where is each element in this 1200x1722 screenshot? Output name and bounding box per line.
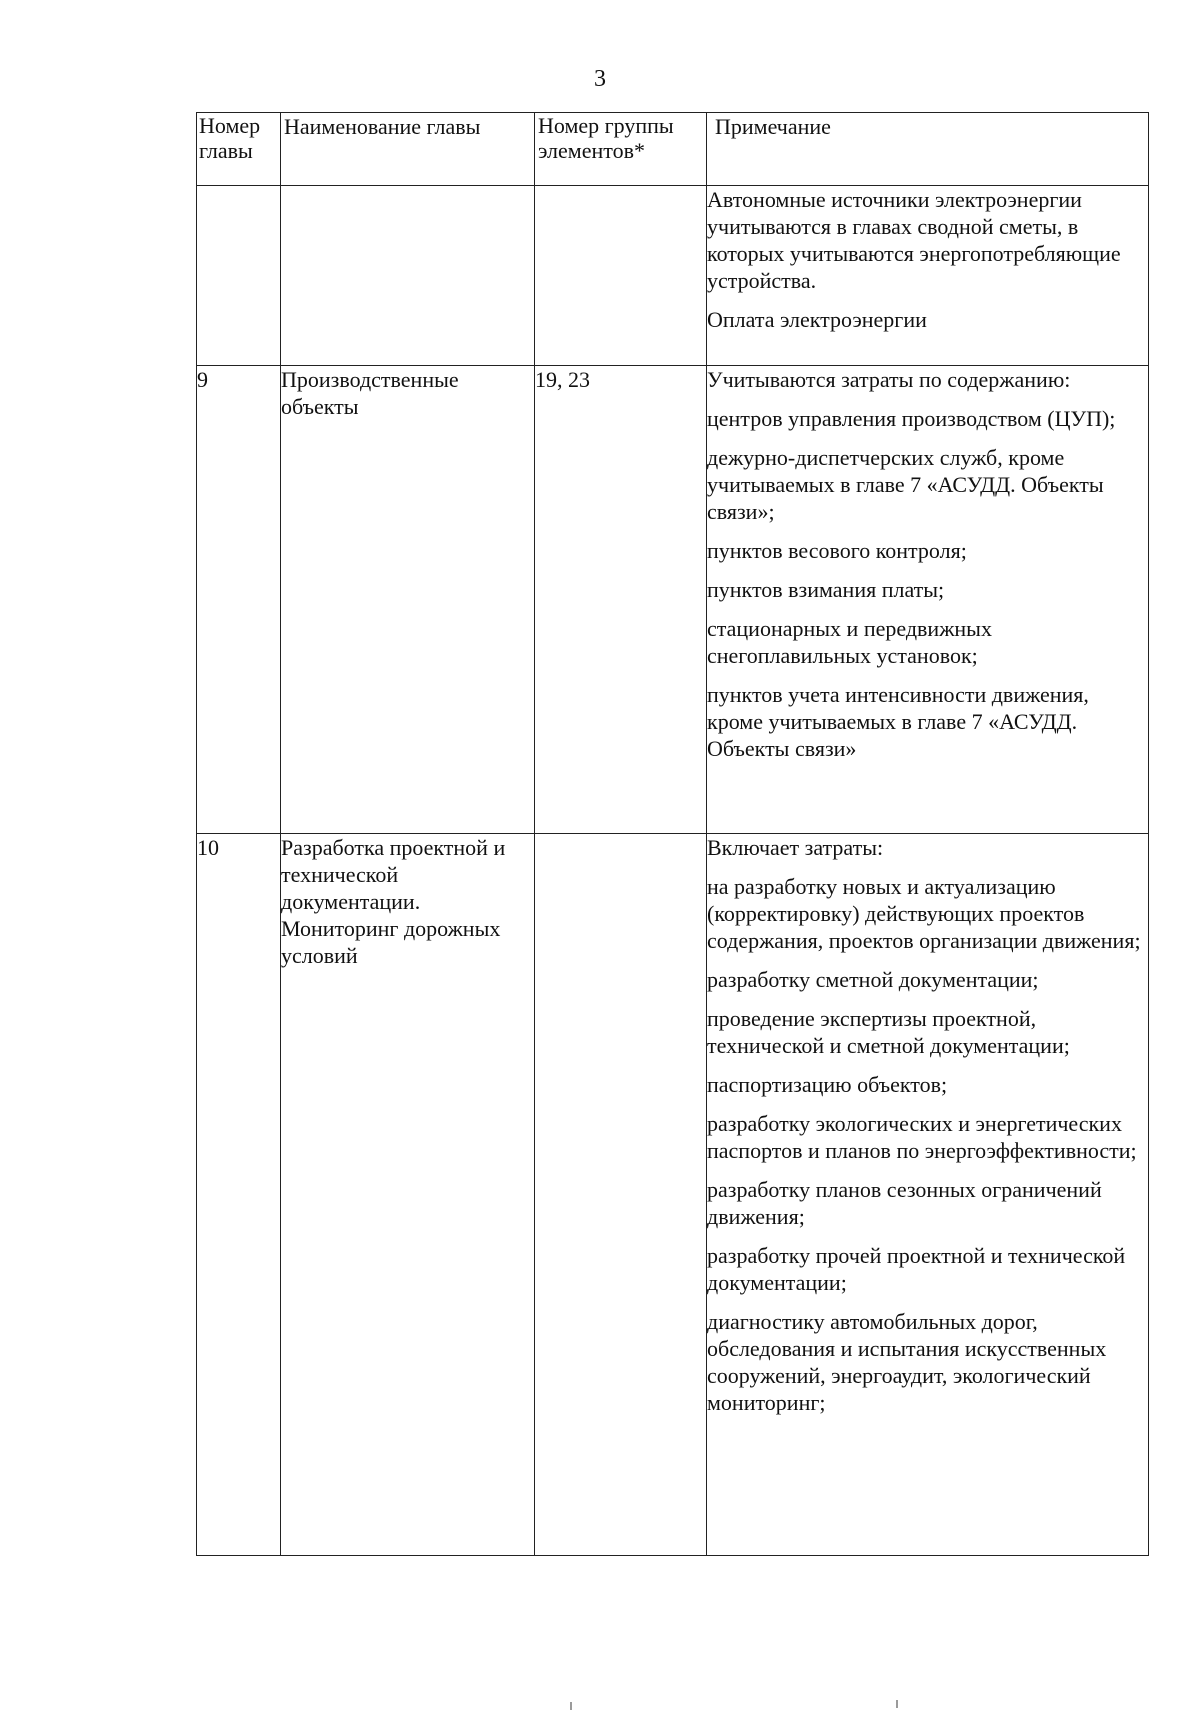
note-paragraph: стационарных и передвижных снегоплавильных установок; [707,616,992,668]
note-cell [707,834,1149,1556]
header-group-number: Номер группы элементов* [535,113,707,186]
table-row [197,834,1149,1556]
note-paragraph: Учитываются затраты по содержанию: [707,367,1071,392]
chapters-table [196,112,1149,1556]
chapter-number-cell: 9 [197,366,281,834]
group-number-cell: 19, 23 [535,366,707,834]
table-row [197,366,1149,834]
note-cell [707,186,1149,366]
note-cell [707,366,1149,834]
note-paragraph: разработку планов сезонных ограничений движения; [707,1177,1102,1229]
header-note: Примечание [707,113,1149,186]
note-paragraph: диагностику автомобильных дорог, обследования и испытания искусственных сооружений, энергоаудит, экологический мониторинг; [707,1309,1107,1415]
group-number-cell [535,834,707,1556]
note-paragraph: проведение экспертизы проектной, технической и сметной документации; [707,1006,1070,1058]
note-paragraph: на разработку новых и актуализацию (корректировку) действующих проектов содержания, проектов организации движения; [707,874,1141,953]
note-paragraph: разработку сметной документации; [707,967,1039,992]
note-paragraph: центров управления производством (ЦУП); [707,406,1116,431]
note-paragraph: Автономные источники электроэнергии учитываются в главах сводной сметы, в которых учитываются энергопотребляющие устройства. [707,187,1121,293]
note-paragraph: паспортизацию объектов; [707,1072,948,1097]
note-paragraph: пунктов учета интенсивности движения, кроме учитываемых в главе 7 «АСУДД. Объекты связи» [707,682,1089,761]
chapter-name-cell: Разработка проектной и технической документации. Мониторинг дорожных условий [281,834,535,1556]
header-chapter-name: Наименование главы [281,113,535,186]
note-paragraph: пунктов весового контроля; [707,538,967,563]
note-paragraph: Включает затраты: [707,835,884,860]
chapter-number-cell [197,186,281,366]
page-number: 3 [594,66,606,92]
note-paragraph: дежурно-диспетчерских служб, кроме учитываемых в главе 7 «АСУДД. Объекты связи»; [707,445,1104,524]
chapter-name-cell [281,186,535,366]
table-row [197,186,1149,366]
table-header-row [197,113,1149,186]
scan-mark [896,1700,898,1708]
header-chapter-number: Номер главы [197,113,281,186]
note-paragraph: разработку экологических и энергетических паспортов и планов по энергоэффективности; [707,1111,1137,1163]
chapter-name-cell: Производственные объекты [281,366,535,834]
note-paragraph: пунктов взимания платы; [707,577,945,602]
group-number-cell [535,186,707,366]
chapter-number-cell: 10 [197,834,281,1556]
scan-mark [570,1702,572,1710]
note-paragraph: Оплата электроэнергии [707,307,927,332]
note-paragraph: разработку прочей проектной и технической документации; [707,1243,1126,1295]
